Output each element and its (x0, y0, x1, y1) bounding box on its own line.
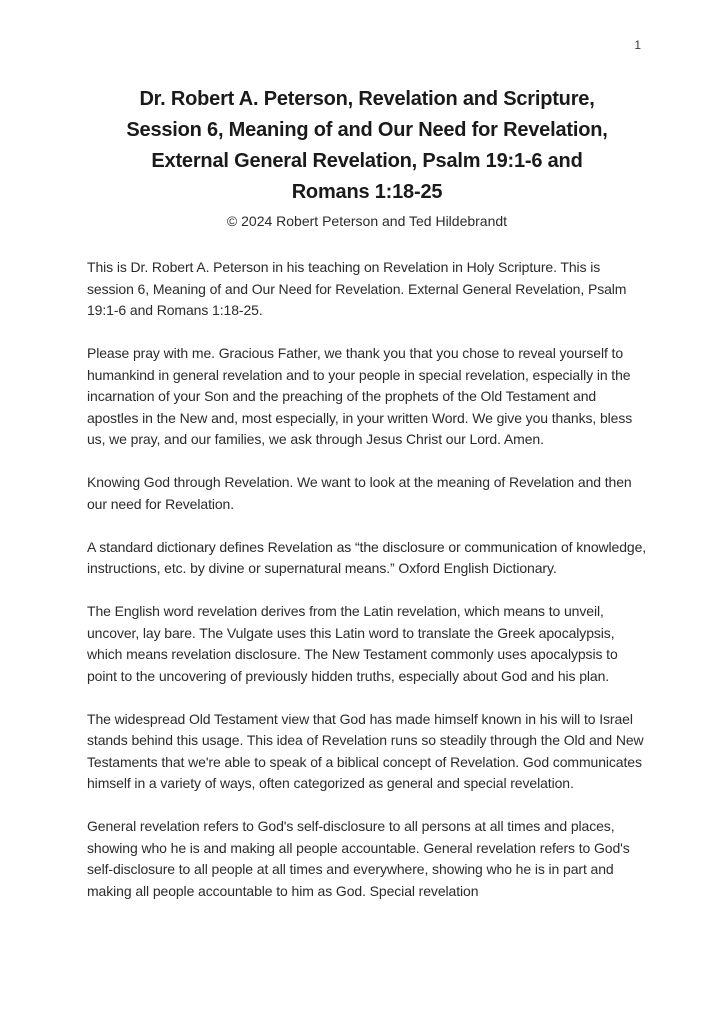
page-number: 1 (634, 38, 641, 52)
paragraph-intro: This is Dr. Robert A. Peterson in his teaching on Revelation in Holy Scripture. This is session 6, Meaning of and Our Need for Revelation. External General Revelation, Psalm 19:1-6 and Romans 1:18-25. (87, 259, 627, 318)
title-line-3: External General Revelation, Psalm 19:1-6 and (151, 150, 583, 172)
title-line-4: Romans 1:18-25 (291, 181, 443, 203)
copyright-line: © 2024 Robert Peterson and Ted Hildebrandt (226, 213, 508, 229)
paragraph-old-testament-view: The widespread Old Testament view that God has made himself known in his will to Israel stands behind this usage. This idea of Revelation runs so steadily through the Old and New Testaments that we're able to speak of a biblical concept of Revelation. God communicates himself in a variety of ways, often categorized as general and special revelation. (87, 710, 644, 791)
paragraph-knowing-god: Knowing God through Revelation. We want to look at the meaning of Revelation and then our need for Revelation. (87, 474, 632, 512)
title-line-1: Dr. Robert A. Peterson, Revelation and Scripture, (139, 88, 595, 110)
paragraph-dictionary-definition: A standard dictionary defines Revelation as “the disclosure or communication of knowledge, instructions, etc. by divine or supernatural means.” Oxford English Dictionary. (87, 538, 647, 576)
document-title (87, 84, 647, 208)
paragraph-word-origin: The English word revelation derives from the Latin revelation, which means to unveil, uncover, lay bare. The Vulgate uses this Latin word to translate the Greek apocalypsis, which means revelation disclosure. The New Testament commonly uses apocalypsis to point to the uncovering of previously hidden truths, especially about God and his plan. (87, 603, 618, 684)
document-body (87, 257, 647, 902)
title-line-2: Session 6, Meaning of and Our Need for Revelation, (126, 119, 608, 141)
paragraph-general-revelation: General revelation refers to God's self-disclosure to all persons at all times and places, showing who he is and making all people accountable. General revelation refers to God's self-disclosure to all people at all times and everywhere, showing who he is in part and making all people accountable to him as God. Special revelation (87, 818, 630, 899)
paragraph-prayer: Please pray with me. Gracious Father, we thank you that you chose to reveal yourself to humankind in general revelation and to your people in special revelation, especially in the incarnation of your Son and the preaching of the prophets of the Old Testament and apostles in the New and, most especially, in your written Word. We give you thanks, bless us, we pray, and our families, we ask through Jesus Christ our Lord. Amen. (87, 345, 633, 447)
